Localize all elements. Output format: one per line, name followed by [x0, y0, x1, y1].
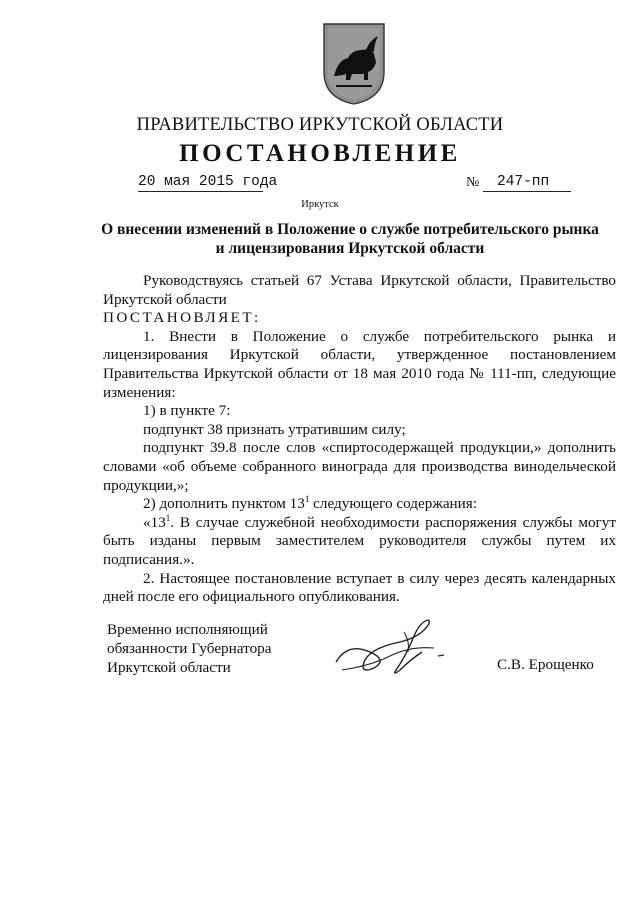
point-13-1-text: «13 [143, 513, 166, 531]
document-subject [95, 220, 605, 258]
signatory-name: С.В. Ерощенко [497, 656, 594, 673]
position-line: Временно исполняющий [107, 621, 268, 638]
decree-word: ПОСТАНОВЛЯЕТ: [103, 309, 261, 327]
point-13-1-text: . В случае служебной необходимости распоряжения службы могут быть изданы первым заместителем руководителя службы путем их подписания.». [103, 513, 616, 568]
number-sign: № [466, 175, 480, 190]
item-1-1-paragraph: 1) в пункте 7: [143, 402, 231, 420]
item-1-paragraph: 1. Внести в Положение о службе потребительского рынка и лицензирования Иркутской области, утвержденное постановлением Правительства Иркутской области от 18 мая 2010 года № 111-пп, следующие изменения: [103, 327, 616, 401]
subpoint-38-paragraph: подпункт 38 признать утратившим силу; [143, 420, 406, 438]
intro-paragraph: Руководствуясь статьей 67 Устава Иркутской области, Правительство Иркутской области [103, 272, 616, 308]
subject-line: и лицензирования Иркутской области [215, 240, 485, 257]
subject-line: О внесении изменений в Положение о службе потребительского рынка [101, 221, 599, 238]
item-2-paragraph: 2. Настоящее постановление вступает в силу через десять календарных дней после его официального опубликования. [103, 569, 616, 606]
government-title: ПРАВИТЕЛЬСТВО ИРКУТСКОЙ ОБЛАСТИ [136, 115, 504, 135]
item-1-2-paragraph [103, 495, 616, 514]
document-city: Иркутск [301, 199, 339, 210]
document-date: 20 мая 2015 года [138, 174, 278, 190]
position-line: обязанности Губернатора [107, 640, 272, 657]
position-line: Иркутской области [107, 659, 231, 676]
irkutsk-coat-of-arms-icon [318, 20, 390, 106]
subpoint-39-8-paragraph: подпункт 39.8 после слов «спиртосодержащей продукции,» дополнить словами «об объеме собранного винограда для производства винодельческой продукции,»; [103, 439, 616, 494]
superscript: 1 [165, 512, 171, 523]
document-body [103, 272, 616, 607]
point-13-1-paragraph [103, 514, 616, 570]
item-1-2-text: 2) дополнить пунктом 13 [143, 495, 305, 513]
document-number: 247-пп [483, 174, 571, 192]
handwritten-signature [330, 612, 450, 682]
signatory-position [107, 620, 307, 677]
item-1-2-text: следующего содержания: [309, 495, 478, 513]
document-type: ПОСТАНОВЛЕНИЕ [179, 140, 461, 167]
superscript: 1 [304, 494, 310, 505]
